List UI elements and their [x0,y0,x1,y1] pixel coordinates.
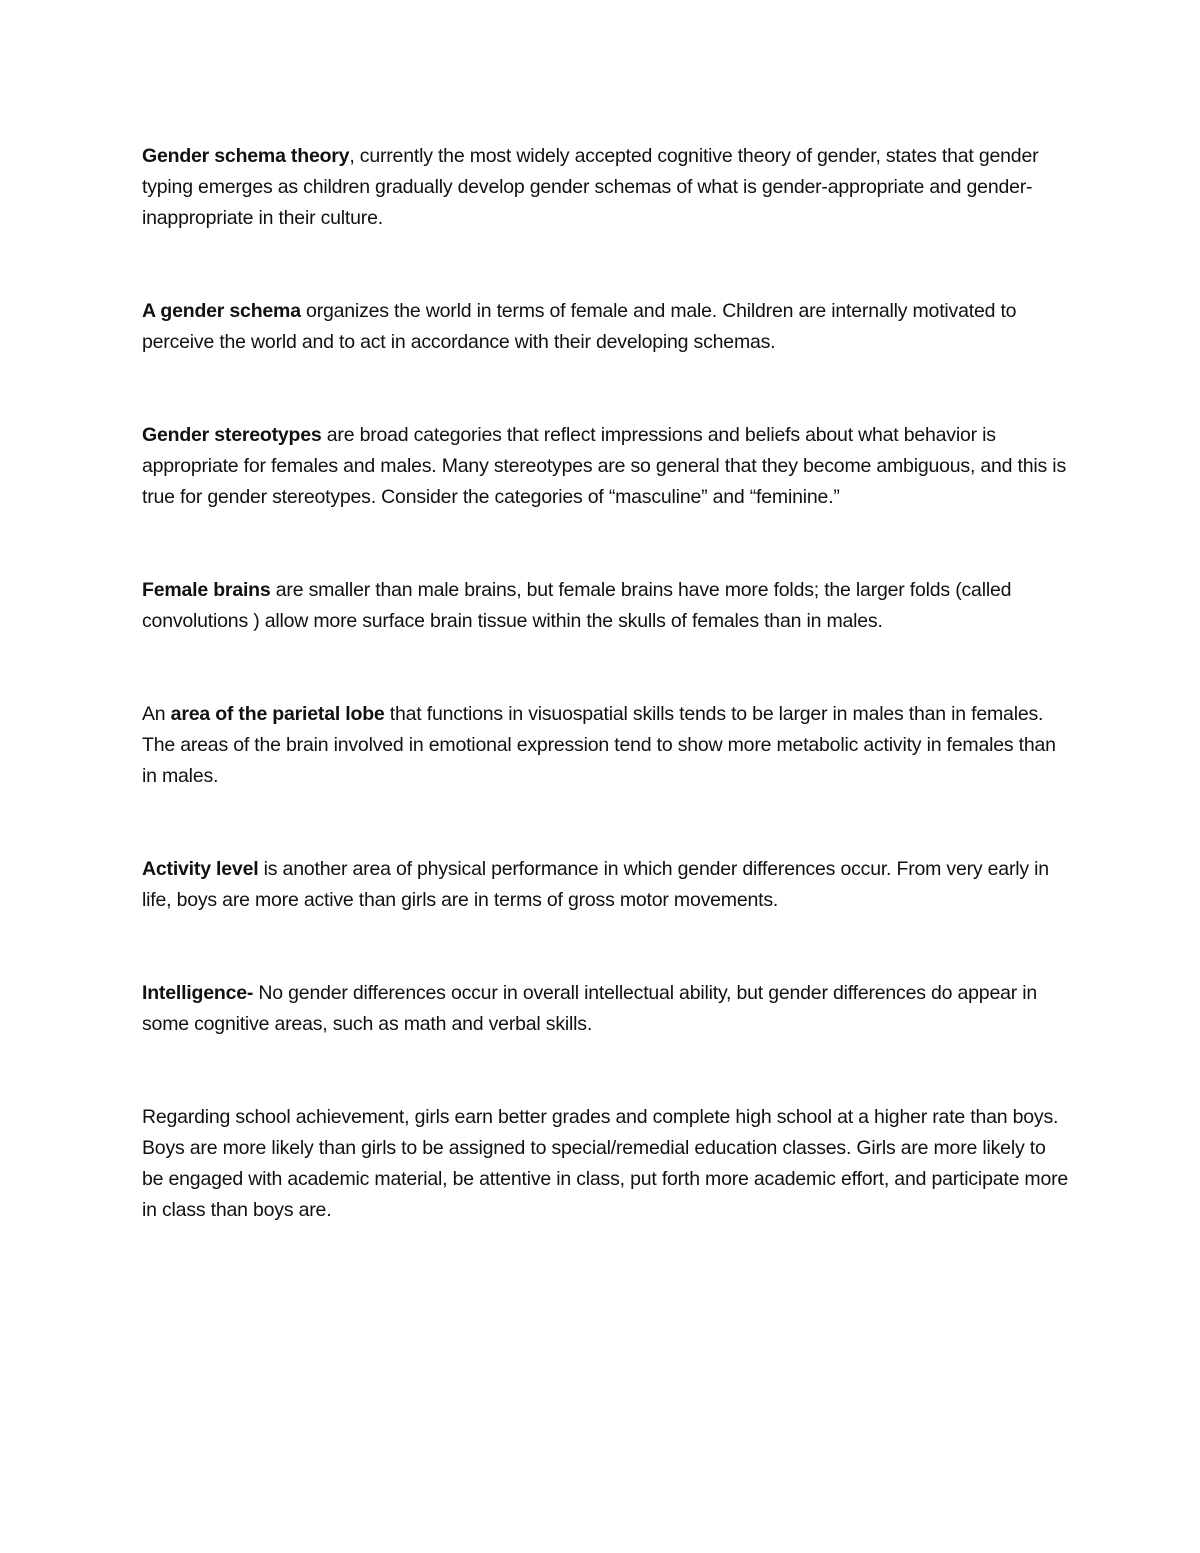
paragraph-gender-schema [142,296,1072,358]
paragraph-body: organizes the world in terms of female and male. Children are internally motivated to perceive the world and to act in accordance with their developing schemas. [142,300,1017,353]
paragraph-term: Intelligence- [142,982,254,1004]
paragraph-body: No gender differences occur in overall intellectual ability, but gender differences do appear in some cognitive areas, such as math and verbal skills. [142,982,1038,1035]
paragraph-term: Gender stereotypes [142,424,322,446]
paragraph-body: that functions in visuospatial skills tends to be larger in males than in females. The areas of the brain involved in emotional expression tend to show more metabolic activity in females than in males. [142,703,1056,787]
paragraph-body: are smaller than male brains, but female brains have more folds; the larger folds (called convolutions ) allow more surface brain tissue within the skulls of females than in males. [142,579,1012,632]
paragraph-female-brains [142,575,1072,637]
paragraph-body: is another area of physical performance in which gender differences occur. From very early in life, boys are more active than girls are in terms of gross motor movements. [142,858,1049,911]
paragraph-school-achievement [142,1102,1072,1226]
document-body [142,141,1072,1288]
paragraph-term: A gender schema [142,300,301,322]
paragraph-body: are broad categories that reflect impressions and beliefs about what behavior is appropriate for females and males. Many stereotypes are so general that they become ambiguous, and this is true for gender stereotypes. Consider the categories of “masculine” and “feminine.” [142,424,1066,508]
paragraph-body: , currently the most widely accepted cognitive theory of gender, states that gender typing emerges as children gradually develop gender schemas of what is gender-appropriate and gender-inappropriate in their culture. [142,145,1039,229]
paragraph-term: area of the parietal lobe [170,703,385,725]
paragraph-gender-stereotypes [142,420,1072,513]
paragraph-term: Activity level [142,858,259,880]
paragraph-term: Female brains [142,579,271,601]
paragraph-body: Regarding school achievement, girls earn better grades and complete high school at a higher rate than boys. Boys are more likely than girls to be assigned to special/remedial education classes. Girls are more likely to be engaged with academic material, be attentive in class, put forth more academic effort, and participate more in class than boys are. [142,1106,1069,1221]
paragraph-intelligence [142,978,1072,1040]
paragraph-activity-level [142,854,1072,916]
paragraph-parietal-lobe [142,699,1072,792]
paragraph-lead: An [142,703,171,725]
paragraph-term: Gender schema theory [142,145,350,167]
paragraph-gender-schema-theory [142,141,1072,234]
